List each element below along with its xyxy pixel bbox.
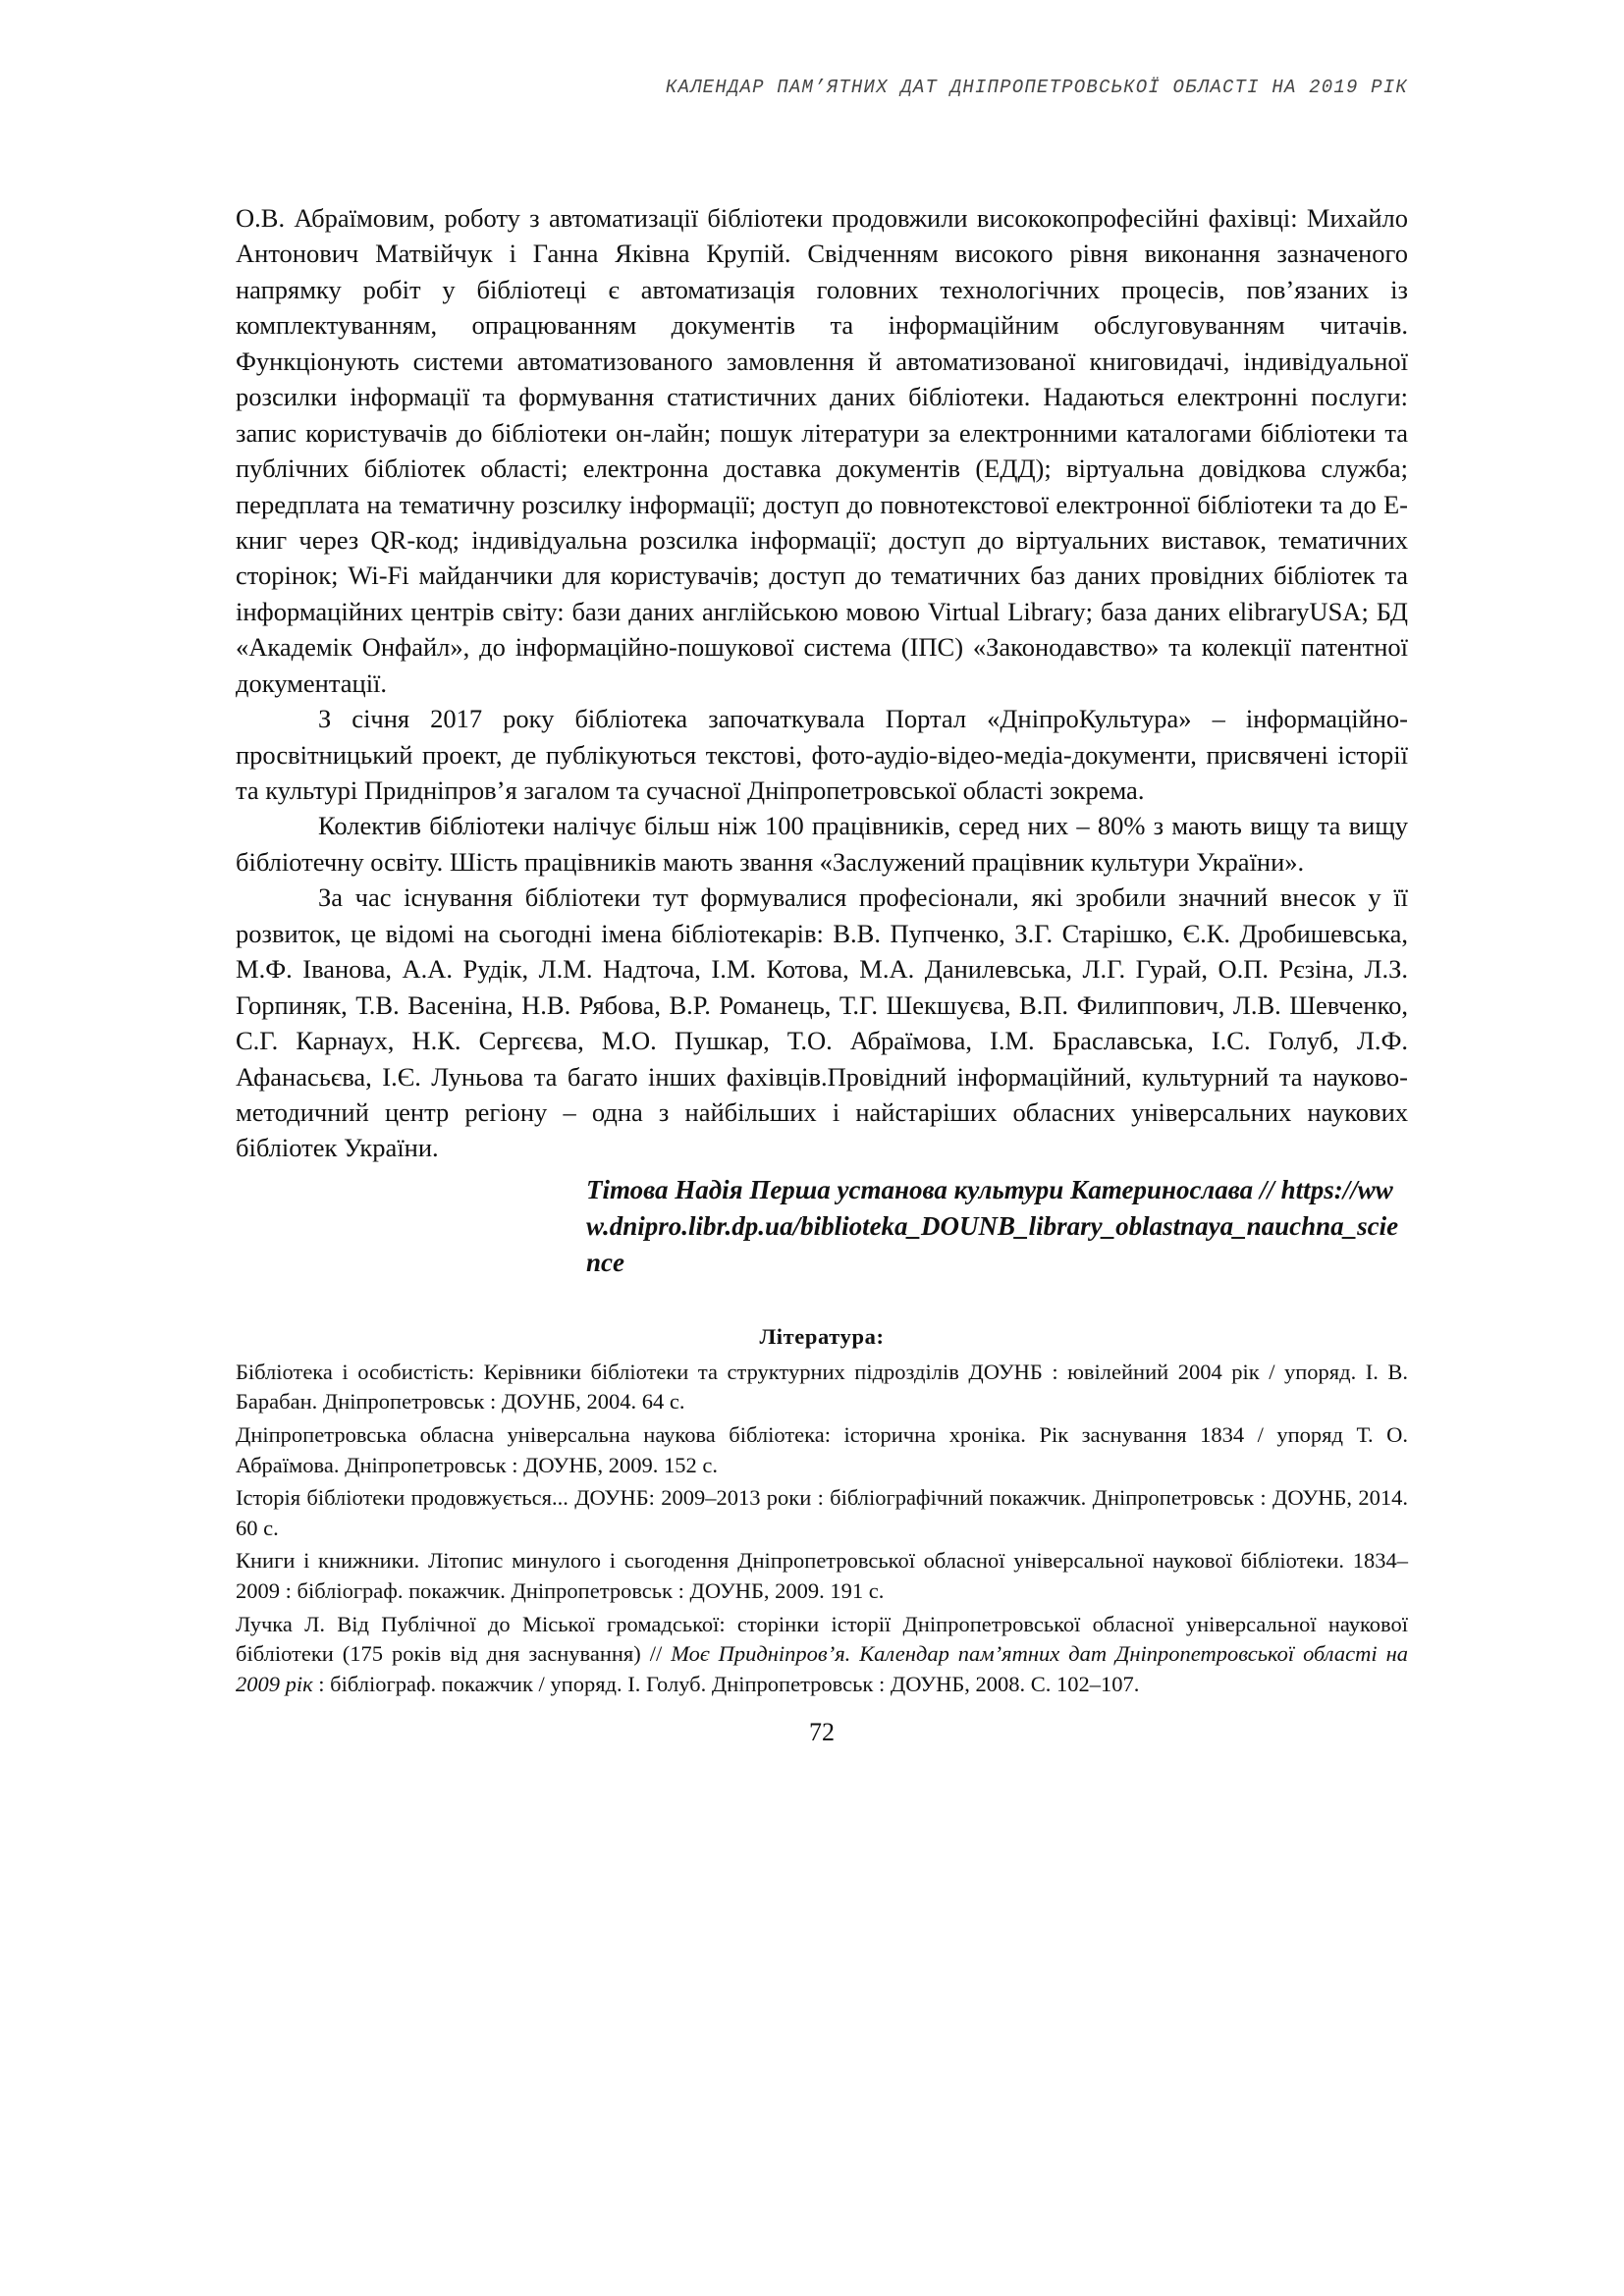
source-citation: Тітова Надія Перша установа культури Катеринослава // https://www.dnipro.libr.dp.ua/biblioteka_DOUNB_library_oblastnaya_nauchna_science [586, 1174, 1399, 1277]
paragraph-staff: Колектив бібліотеки налічує більш ніж 100 працівників, серед них – 80% з мають вищу та вищу бібліотечну освіту. Шість працівників мають звання «Заслужений працівник культури України». [236, 811, 1408, 877]
paragraph-automation: О.В. Абраїмовим, роботу з автоматизації бібліотеки продовжили висококопрофесійні фахівці: Михайло Антонович Матвійчук і Ганна Яківна Крупій. Свідченням високого рівня виконання зазначеного напрямку робіт у бібліотеці є автоматизація головних технологічних процесів, пов’язаних із комплектуванням, опрацюванням документів та інформаційним обслуговуванням читачів. Функціонують системи автоматизованого замовлення й автоматизованої книговидачі, індивідуальної розсилки інформації та формування статистичних даних бібліотеки. Надаються електронні послуги: запис користувачів до бібліотеки он-лайн; пошук літератури за електронними каталогами бібліотеки та публічних бібліотек області; електронна доставка документів (ЕДД); віртуальна довідкова служба; передплата на тематичну розсилку інформації; доступ до повнотекстової електронної бібліотеки та до Е-книг через QR-код; індивідуальна розсилка інформації; доступ до віртуальних виставок, тематичних сторінок; Wi-Fi майданчики для користувачів; доступ до тематичних баз даних провідних бібліотек та інформаційних центрів світу: бази даних англійською мовою Virtual Library; база даних elibraryUSA; БД «Академік Онфайл», до інформаційно-пошукової система (ІПС) «Законодавство» та колекції патентної документації. [236, 203, 1408, 698]
literature-item [236, 1483, 1408, 1543]
literature-item-text: Лучка Л. Від Публічної до Міської громадської: сторінки історії Дніпропетровської обласної універсальної наукової бібліотеки (175 років від дня заснування) // [236, 1611, 1408, 1667]
paragraph-librarians: За час існування бібліотеки тут формувалися професіонали, які зробили значний внесок у її розвиток, це відомі на сьогодні імена бібліотекарів: В.В. Пупченко, З.Г. Старішко, Є.К. Дробишевська, М.Ф. Іванова, А.А. Рудік, Л.М. Надточа, І.М. Котова, М.А. Данилевська, Л.Г. Гурай, О.П. Рєзіна, Л.З. Горпиняк, Т.В. Васеніна, Н.В. Рябова, В.Р. Романець, Т.Г. Шекшуєва, В.П. Филиппович, Л.В. Шевченко, С.Г. Карнаух, Н.К. Сергєєва, М.О. Пушкар, Т.О. Абраїмова, І.М. Браславська, І.С. Голуб, Л.Ф. Афанасьєва, І.Є. Луньова та багато інших фахівців.Провідний інформаційний, культурний та науково-методичний центр регіону – одна з найбільших і найстаріших обласних універсальних наукових бібліотек України. [236, 882, 1408, 1163]
literature-list [236, 1358, 1408, 1700]
literature-item [236, 1610, 1408, 1700]
literature-item-text: Книги і книжники. Літопис минулого і сьогодення Дніпропетровської обласної універсальної наукової бібліотеки. 1834–2009 : бібліограф. покажчик. Дніпропетровськ : ДОУНБ, 2009. 191 с. [236, 1548, 1408, 1603]
literature-item-text: Історія бібліотеки продовжується... ДОУНБ: 2009–2013 роки : бібліографічний покажчик. Дніпропетровськ : ДОУНБ, 2014. 60 с. [236, 1485, 1408, 1540]
literature-item-text: Дніпропетровська обласна універсальна наукова бібліотека: історична хроніка. Рік заснування 1834 / упоряд Т. О. Абраїмова. Дніпропетровськ : ДОУНБ, 2009. 152 с. [236, 1421, 1408, 1477]
page-number: 72 [809, 1718, 835, 1746]
literature-item-source-title: Моє Придніпров’я. Календар пам’ятних дат Дніпропетровської області на 2009 рік [236, 1641, 1408, 1696]
literature-item-text: Бібліотека і особистість: Керівники бібліотеки та структурних підрозділів ДОУНБ : ювілейний 2004 рік / упоряд. І. В. Барабан. Дніпропетровськ : ДОУНБ, 2004. 64 с. [236, 1359, 1408, 1415]
literature-item [236, 1358, 1408, 1417]
literature-item-text-rest: : бібліограф. покажчик / упоряд. І. Голуб. Дніпропетровськ : ДОУНБ, 2008. С. 102–107. [312, 1671, 1140, 1696]
literature-item [236, 1546, 1408, 1606]
body-text [236, 200, 1408, 1166]
running-header: КАЛЕНДАР ПАМ’ЯТНИХ ДАТ ДНІПРОПЕТРОВСЬКОЇ ОБЛАСТІ НА 2019 РІК [665, 77, 1408, 98]
paragraph-portal: З січня 2017 року бібліотека започаткувала Портал «ДніпроКультура» – інформаційно-просвітницький проект, де публікуються текстові, фото-аудіо-відео-медіа-документи, присвячені історії та культурі Придніпров’я загалом та сучасної Дніпропетровської області зокрема. [236, 704, 1408, 805]
page-content [236, 200, 1408, 1702]
literature-item [236, 1420, 1408, 1480]
literature-heading: Література: [759, 1323, 885, 1349]
